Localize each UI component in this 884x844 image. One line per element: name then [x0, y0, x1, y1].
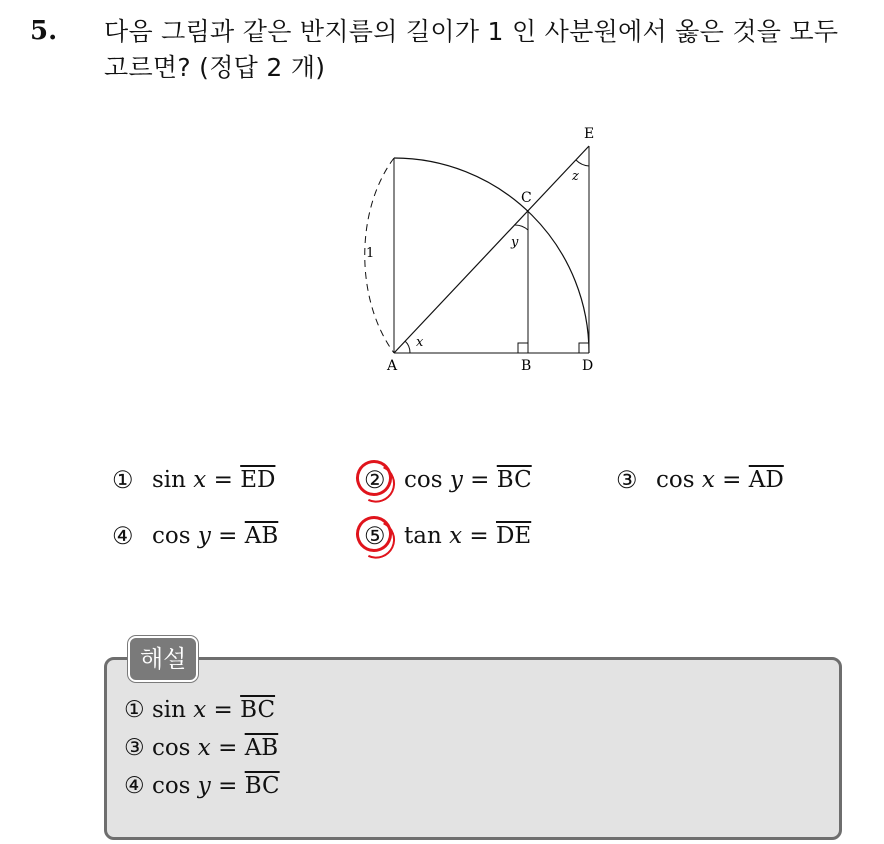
angle-arc-z: [576, 160, 589, 166]
solution-1-number: ①: [124, 697, 145, 723]
quarter-circle-arc: [394, 158, 589, 353]
option-2-func: cos: [404, 467, 443, 493]
option-5-var: x: [449, 523, 463, 549]
solution-1-var: x: [193, 697, 207, 723]
label-B: B: [521, 358, 532, 374]
right-angle-D: [579, 343, 589, 353]
option-5-func: tan: [404, 523, 442, 549]
solution-line-2: ③ $\cos x = \overline{AB}$: [124, 735, 279, 761]
angle-arc-x: [405, 341, 410, 353]
option-1-var: x: [193, 467, 207, 493]
angle-arc-y: [514, 225, 528, 230]
option-1[interactable]: ① sin x = $\overline{ED}$: [112, 466, 276, 494]
solution-3-number: ④: [124, 773, 145, 799]
solution-2-number: ③: [124, 735, 145, 761]
option-2-segment: $\overline{BC}$: [496, 467, 532, 493]
angle-label-z: z: [572, 169, 579, 184]
option-3-segment: $\overline{AD}$: [748, 467, 784, 493]
solution-3-segment: $\overline{BC}$: [244, 773, 280, 799]
option-2-number-text: ②: [364, 466, 386, 494]
option-3-var: x: [701, 467, 715, 493]
label-D: D: [582, 358, 594, 374]
angle-label-x: x: [416, 335, 424, 350]
angle-label-y: y: [511, 235, 519, 250]
option-2-number: [364, 466, 404, 494]
solution-2-func: cos: [151, 735, 191, 761]
option-1-segment: $\overline{ED}$: [240, 467, 276, 493]
solution-1-func: sin: [151, 697, 186, 723]
radius-label: 1: [366, 246, 375, 261]
question-number: 5.: [30, 16, 58, 46]
solution-tag: 해설: [128, 636, 198, 682]
question-line-1: 다음 그림과 같은 반지름의 길이가 1 인 사분원에서 옳은 것을 모두: [104, 17, 839, 46]
label-A: A: [387, 358, 398, 374]
option-2[interactable]: ② cos y = $\overline{BC}$: [364, 466, 532, 494]
solution-line-1: ① $\sin x = \overline{BC}$: [124, 697, 276, 723]
option-2-var: y: [449, 467, 463, 493]
option-3-number: ③: [616, 466, 638, 494]
solution-2-segment: $\overline{AB}$: [244, 735, 279, 761]
option-5[interactable]: ⑤ tan x = $\overline{DE}$: [364, 522, 531, 550]
option-4-number: ④: [112, 522, 134, 550]
question-line-2: 고르면? (정답 2 개): [104, 53, 326, 82]
option-4[interactable]: ④ cos y = $\overline{AB}$: [112, 522, 279, 550]
option-5-segment: $\overline{DE}$: [495, 523, 532, 549]
label-C: C: [521, 190, 532, 206]
option-1-func: sin: [152, 467, 186, 493]
option-1-number: ①: [112, 466, 134, 494]
option-4-segment: $\overline{AB}$: [244, 523, 279, 549]
right-angle-B: [518, 343, 528, 353]
solution-line-3: ④ $\cos y = \overline{BC}$: [124, 773, 280, 799]
option-5-number-text: ⑤: [364, 522, 386, 550]
option-3[interactable]: ③ cos x = $\overline{AD}$: [616, 466, 784, 494]
option-5-number: [364, 522, 404, 550]
solution-3-var: y: [197, 773, 211, 799]
solution-1-segment: $\overline{BC}$: [240, 697, 276, 723]
label-E: E: [584, 126, 595, 142]
option-4-func: cos: [152, 523, 191, 549]
option-3-func: cos: [656, 467, 695, 493]
solution-2-var: x: [197, 735, 211, 761]
solution-3-func: cos: [151, 773, 191, 799]
option-4-var: y: [197, 523, 211, 549]
